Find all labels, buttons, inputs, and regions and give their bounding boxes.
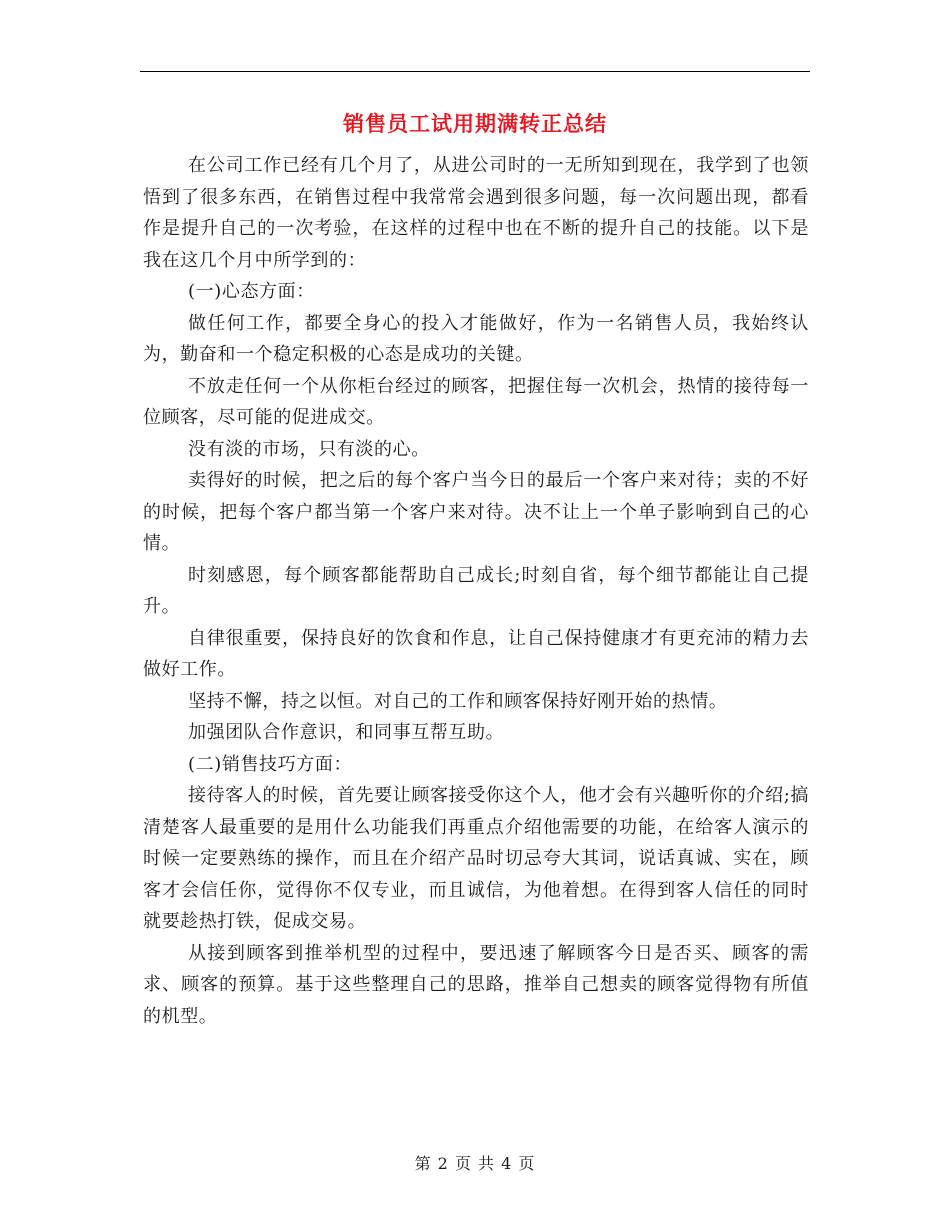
paragraph: 接待客人的时候，首先要让顾客接受你这个人，他才会有兴趣听你的介绍;搞清楚客人最重要的是用什么功能我们再重点介绍他需要的功能，在给客人演示的时候一定要熟练的操作，而且在介绍产品时切忌夸大其词，说话真诚、实在，顾客才会信任你，觉得你不仅专业，而且诚信，为他着想。在得到客人信任的同时就要趁热打铁，促成交易。: [143, 785, 809, 932]
paragraph: 时刻感恩，每个顾客都能帮助自己成长;时刻自省，每个细节都能让自己提升。: [143, 564, 809, 617]
header-rule: [140, 71, 810, 72]
paragraph: 没有淡的市场，只有淡的心。: [188, 438, 430, 460]
section-heading-sales-skills: (二)销售技巧方面：: [188, 753, 353, 775]
paragraph-intro: 在公司工作已经有几个月了，从进公司时的一无所知到现在，我学到了也领悟到了很多东西，在销售过程中我常常会遇到很多问题，每一次问题出现，都看作是提升自己的一次考验，在这样的过程中也在不断的提升自己的技能。以下是我在这几个月中所学到的：: [143, 155, 809, 271]
page-label: 第 2 页 共 4 页: [414, 1154, 536, 1173]
document-body: [143, 150, 809, 1032]
page-number-footer: [0, 1152, 950, 1176]
paragraph: 做任何工作，都要全身心的投入才能做好，作为一名销售人员，我始终认为，勤奋和一个稳定积极的心态是成功的关键。: [143, 312, 809, 365]
paragraph: 加强团队合作意识，和同事互帮互助。: [188, 722, 505, 743]
paragraph: 卖得好的时候，把之后的每个客户当今日的最后一个客户来对待；卖的不好的时候，把每个客户都当第一个客户来对待。决不让上一个单子影响到自己的心情。: [143, 470, 809, 554]
document-title: 销售员工试用期满转正总结: [343, 112, 607, 136]
paragraph: 从接到顾客到推举机型的过程中，要迅速了解顾客今日是否买、顾客的需求、顾客的预算。基于这些整理自己的思路，推举自己想卖的顾客觉得物有所值的机型。: [143, 942, 809, 1027]
paragraph: 坚持不懈，持之以恒。对自己的工作和顾客保持好刚开始的热情。: [188, 690, 728, 712]
paragraph: 自律很重要，保持良好的饮食和作息，让自己保持健康才有更充沛的精力去做好工作。: [143, 627, 809, 680]
paragraph: 不放走任何一个从你柜台经过的顾客，把握住每一次机会，热情的接待每一位顾客，尽可能的促进成交。: [143, 375, 809, 428]
section-heading-mindset: (一)心态方面：: [188, 281, 315, 302]
